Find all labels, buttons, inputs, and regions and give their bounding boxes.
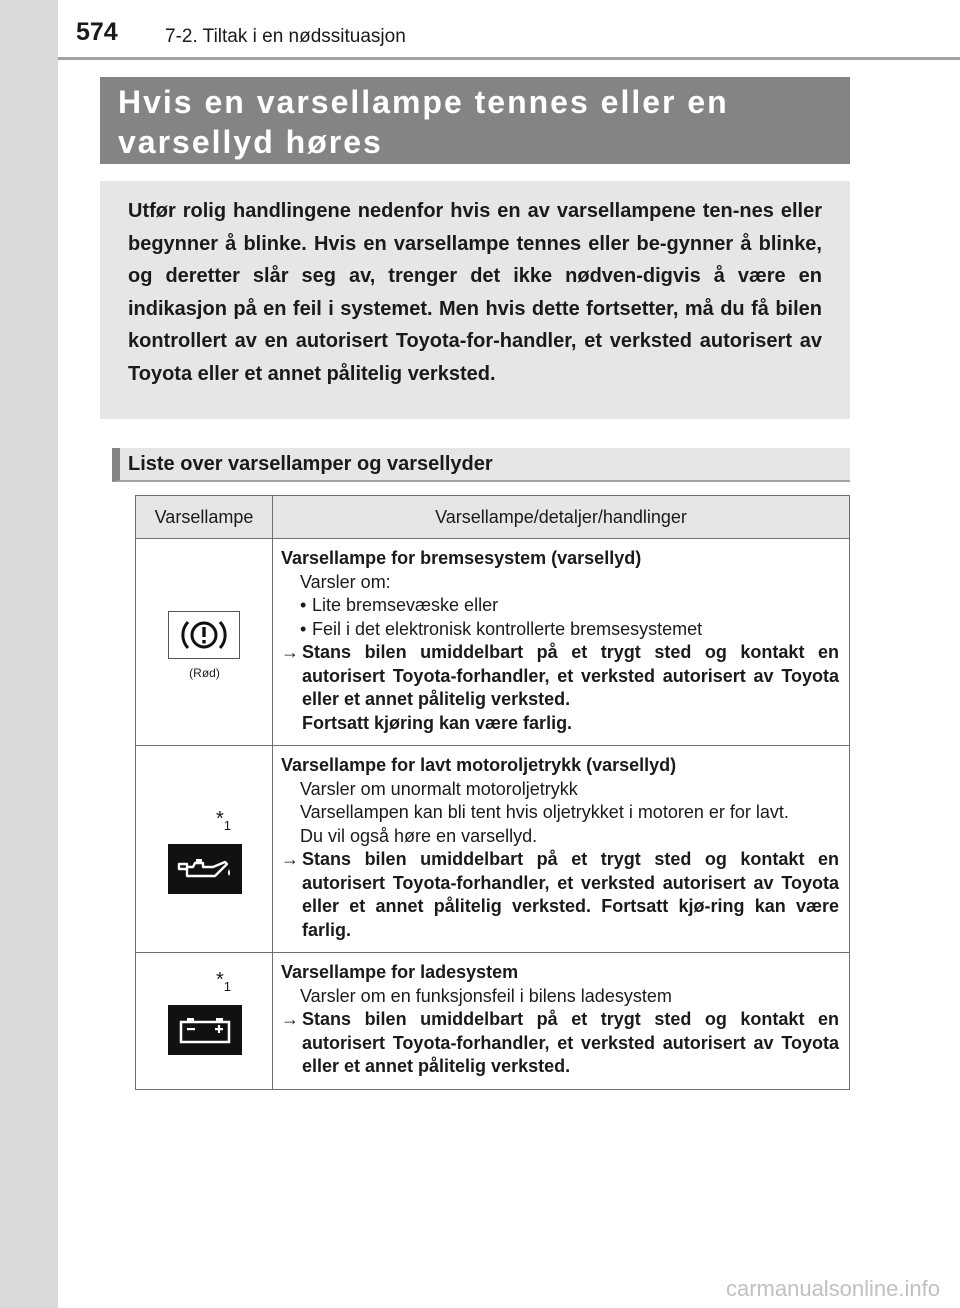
column-header-details: Varsellampe/detaljer/handlinger [273, 496, 850, 539]
lamp-icon-cell [136, 953, 273, 1090]
lamp-description-cell [273, 953, 850, 1090]
subheading-box [112, 448, 850, 482]
lamp-detail-line: Varsler om: [300, 571, 391, 592]
lamp-action [281, 641, 839, 712]
lamp-title: Varsellampe for ladesystem [281, 962, 519, 982]
lamp-color-label: (Rød) [189, 666, 220, 680]
arrow-icon: → [281, 642, 299, 662]
lamp-action-text: Stans bilen umiddelbart på et trygt sted og kontakt en autorisert Toyota-forhandler, et verksted autorisert av Toyota eller et annet pålitelig verksted. Fortsatt kjø-ring kan være farlig. [302, 849, 839, 940]
brake-warning-lamp [168, 611, 240, 659]
header-divider [58, 57, 960, 60]
footnote-number: 1 [223, 818, 232, 833]
footnote-asterisk: * [216, 808, 224, 830]
intro-box [100, 181, 850, 419]
brake-warning-icon [178, 615, 230, 655]
lamp-description-cell [273, 539, 850, 746]
subheading: Liste over varsellamper og varsellyder [128, 453, 493, 475]
footnote-number: 1 [223, 979, 232, 994]
lamp-action-text: Stans bilen umiddelbart på et trygt sted og kontakt en autorisert Toyota-forhandler, et verksted autorisert av Toyota eller et annet pålitelig verksted. [302, 1009, 839, 1076]
footnote-asterisk: * [216, 969, 224, 991]
lamp-bullet-item: • Lite bremsevæske eller [281, 594, 839, 618]
battery-charge-icon [175, 1013, 235, 1047]
arrow-icon: → [281, 849, 299, 869]
lamp-icon-cell [136, 539, 273, 746]
table-header-row [136, 496, 850, 539]
lamp-detail-line: Du vil også høre en varsellyd. [300, 825, 538, 846]
lamp-title: Varsellampe for bremsesystem (varsellyd) [281, 548, 642, 568]
lamp-action-note: Fortsatt kjøring kan være farlig. [302, 712, 573, 733]
section-title-line-2: varsellyd høres [118, 124, 383, 160]
charging-lamp [168, 1005, 242, 1055]
oil-pressure-icon [173, 854, 237, 884]
lamp-icon-cell [136, 746, 273, 953]
lamp-action [281, 848, 839, 942]
lamp-action [281, 1008, 839, 1079]
lamp-bullet-item: • Feil i det elektronisk kontrollerte bremsesystemet [281, 618, 839, 642]
oil-pressure-lamp [168, 844, 242, 894]
footnote-marker [216, 808, 231, 833]
page-number: 574 [76, 18, 118, 46]
footnote-marker [216, 969, 231, 994]
lamp-detail-line: Varsler om en funksjonsfeil i bilens ladesystem [300, 985, 672, 1006]
chapter-title: 7-2. Tiltak i en nødssituasjon [165, 26, 406, 47]
lamp-detail-line: Varsler om unormalt motoroljetrykk [300, 778, 578, 799]
lamp-action-text: Stans bilen umiddelbart på et trygt sted og kontakt en autorisert Toyota-forhandler, et verksted autorisert av Toyota eller et annet pålitelig verksted. [302, 642, 839, 709]
arrow-icon: → [281, 1009, 299, 1029]
section-title-line-1: Hvis en varsellampe tennes eller en [118, 84, 729, 120]
lamp-description-cell [273, 746, 850, 953]
lamp-title: Varsellampe for lavt motoroljetrykk (varsellyd) [281, 755, 677, 775]
section-title-box [100, 77, 850, 164]
lamp-detail-line: Varsellampen kan bli tent hvis oljetrykket i motoren er for lavt. [300, 802, 789, 822]
table-row [136, 746, 850, 953]
column-header-lamp: Varsellampe [136, 496, 273, 539]
table-row [136, 953, 850, 1090]
table-row [136, 539, 850, 746]
intro-text: Utfør rolig handlingene nedenfor hvis en av varsellampene ten-nes eller begynner å blinke. Hvis en varsellampe tennes eller be-gynner å blinke, og deretter slår seg av, trenger det ikke nødven-digvis å være en indikasjon på en feil i systemet. Men hvis dette fortsetter, må du få bilen kontrollert av en autorisert Toyota-for-handler, et verksted autorisert av Toyota eller et annet pålitelig verksted. [128, 200, 822, 385]
page-side-margin [0, 0, 58, 1308]
warning-lamp-table [135, 495, 850, 1090]
watermark: carmanualsonline.info [725, 1276, 940, 1301]
